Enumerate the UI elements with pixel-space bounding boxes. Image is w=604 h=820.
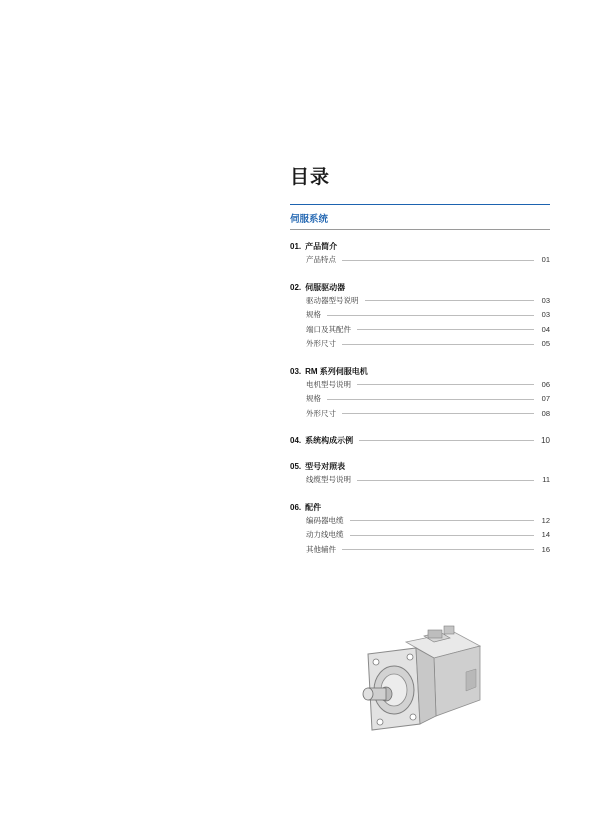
- dot-leader: [342, 260, 534, 261]
- section-title: 伺服系统: [290, 214, 329, 225]
- dot-leader: [350, 520, 535, 521]
- chapter-03: [290, 365, 550, 422]
- chapter-number: 05.: [290, 462, 302, 471]
- toc-entry-label: 外形尺寸: [306, 339, 336, 348]
- toc-entry-label: 规格: [306, 310, 321, 319]
- chapter-06: [290, 501, 550, 558]
- chapter-label: 产品简介: [305, 242, 338, 251]
- toc-entry[interactable]: [290, 294, 550, 309]
- toc-entry[interactable]: [290, 392, 550, 407]
- chapter-label: 型号对照表: [305, 462, 346, 471]
- toc-entry-label: 外形尺寸: [306, 408, 336, 418]
- toc-entry-label: 编码器电缆: [306, 515, 344, 525]
- toc-entry-page: 07: [541, 394, 550, 403]
- toc-entry-page: 12: [541, 515, 550, 525]
- chapter-number: 06.: [290, 502, 302, 512]
- toc-entry[interactable]: [290, 473, 550, 488]
- chapter-04: [290, 434, 550, 447]
- chapter-title[interactable]: [290, 365, 550, 378]
- chapter-label: 配件: [305, 502, 322, 512]
- dot-leader: [342, 344, 534, 345]
- chapter-label: RM 系列伺服电机: [305, 366, 368, 376]
- toc-entry-page: 01: [541, 255, 550, 264]
- toc-entry-page: 04: [541, 324, 550, 334]
- toc-entry-page: 10: [541, 436, 550, 445]
- dot-leader: [342, 549, 534, 550]
- dot-leader: [357, 329, 534, 330]
- toc-entry-label: 其他辅件: [306, 544, 336, 554]
- chapter-title[interactable]: [290, 460, 550, 473]
- chapter-number: 02.: [290, 282, 302, 292]
- toc-entry[interactable]: [290, 528, 550, 543]
- chapter-number: 01.: [290, 242, 302, 251]
- chapter-label: 伺服驱动器: [305, 282, 346, 292]
- chapter-number: 03.: [290, 366, 302, 376]
- dot-leader: [342, 413, 534, 414]
- chapter-01: [290, 240, 550, 268]
- dot-leader: [350, 535, 535, 536]
- toc-entry-page: 06: [541, 379, 550, 389]
- toc-entry-page: 14: [541, 530, 550, 539]
- toc-entry[interactable]: [290, 337, 550, 352]
- chapter-title[interactable]: [290, 240, 550, 253]
- chapter-title[interactable]: [290, 281, 550, 294]
- toc-entry[interactable]: [290, 543, 550, 558]
- toc-entry-page: 03: [541, 295, 550, 305]
- toc-entry-label: 动力线电缆: [306, 530, 344, 539]
- table-of-contents: [290, 240, 550, 570]
- dot-leader: [327, 315, 534, 316]
- toc-entry-page: 16: [541, 544, 550, 554]
- section-header: [290, 204, 550, 230]
- chapter-05: [290, 460, 550, 488]
- toc-entry[interactable]: [290, 514, 550, 529]
- toc-entry-label: 驱动器型号说明: [306, 295, 359, 305]
- chapter-number: 04.: [290, 436, 302, 445]
- toc-entry-page: 08: [541, 408, 550, 418]
- chapter-02: [290, 281, 550, 352]
- toc-entry[interactable]: [290, 253, 550, 268]
- toc-entry-label: 电机型号说明: [306, 379, 351, 389]
- toc-entry[interactable]: [290, 407, 550, 422]
- dot-leader: [359, 440, 534, 441]
- toc-entry-page: 03: [541, 310, 550, 319]
- toc-entry-page: 05: [541, 339, 550, 348]
- chapter-label: 系统构成示例: [305, 436, 354, 445]
- dot-leader: [357, 384, 534, 385]
- toc-entry[interactable]: [290, 378, 550, 393]
- toc-entry-page: 11: [542, 475, 550, 484]
- toc-entry[interactable]: [290, 308, 550, 323]
- toc-entry-label: 线缆型号说明: [306, 475, 351, 484]
- toc-entry-label: 产品特点: [306, 255, 336, 264]
- toc-entry-label: 规格: [306, 394, 321, 403]
- dot-leader: [365, 300, 535, 301]
- page-title: 目录: [290, 167, 331, 188]
- chapter-title[interactable]: [290, 434, 550, 447]
- dot-leader: [357, 480, 534, 481]
- chapter-title[interactable]: [290, 501, 550, 514]
- servo-motor-icon: [358, 612, 488, 747]
- toc-entry-label: 端口及其配件: [306, 324, 351, 334]
- toc-entry[interactable]: [290, 323, 550, 338]
- dot-leader: [327, 399, 534, 400]
